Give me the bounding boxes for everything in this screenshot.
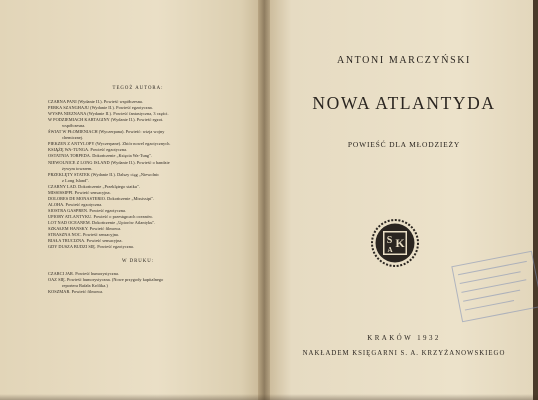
book-title: NOWA ATLANTYDA — [312, 93, 496, 113]
book-list-item: SIOSTRA GASPREN. Powieść egzotyczna. — [48, 207, 127, 213]
book-list-item: reportera Rafała Królika.) — [62, 283, 108, 289]
svg-text:S: S — [386, 235, 393, 246]
book-list-item: CZARNA PANI (Wydanie II.). Powieść współczesna. — [48, 99, 144, 105]
book-list-item: współczesna. — [62, 123, 86, 129]
publisher-line: NAKŁADEM KSIĘGARNI S. A. KRZYŻANOWSKIEGO — [302, 350, 506, 357]
svg-text:K: K — [395, 236, 405, 250]
book-list-item: z Long Island". — [62, 177, 90, 183]
book-list-item: chemicznej. — [62, 135, 84, 141]
book-list-item: PIEKZEN Z ANTYLOPY (Wyczerpane). Zbiór nowel egzotycznych. — [48, 141, 171, 147]
book-list-item: PRZEKLĘTY STATEK (Wydanie II.). Dalszy ciąg „Niewolnic — [48, 171, 160, 177]
book-list-item: ALOHA. Powieść egzotyczna. — [48, 201, 103, 207]
book-list-item: BIAŁA TRUCIZNA. Powieść sensacyjna. — [48, 238, 123, 244]
book-list-item: KSIĄŻĘ WA-TUNGA. Powieść egzotyczna. — [48, 147, 128, 153]
book-list-item: CZARNY LAD. Dokończenie „Przeklętego statku". — [48, 183, 140, 189]
book-list-item: DOLORES DE MONASTERIO. Dokończenie „Mississipi". — [48, 195, 155, 201]
book-list-item: UPIORY ATLANTYKU. Powieść o przestępcach oceanów. — [48, 213, 153, 219]
place-and-year: KRAKÓW 1932 — [367, 334, 441, 342]
book-list-item: CZARCI JAR. Powieść humorystyczna. — [48, 271, 120, 277]
book-list-item: STRASZNA NOC. Powieść sensacyjna. — [48, 232, 119, 238]
book-subtitle: POWIEŚĆ DLA MŁODZIEŻY — [347, 140, 461, 149]
book-list-item: MISSISSIPPI. Powieść sensacyjna. — [48, 189, 111, 195]
other-works-entries — [48, 99, 228, 250]
book-list-item: GDY DUSZA BUDZI SIĘ. Powieść egzotyczna. — [48, 244, 134, 250]
book-list-item: ŚWIAT W PŁOMIENIACH (Wyczerpana). Powieść: wizja wojny — [48, 129, 165, 135]
other-works-heading: TEGOŻ AUTORA: — [112, 86, 164, 91]
svg-text:A: A — [387, 246, 393, 254]
book-list-item: W PODZIEMIACH KARTAGINY (Wydanie II.). Powieść egzot. — [48, 117, 164, 123]
book-list-item: PERKA SZANGHAJU (Wydanie II.). Powieść egzotyczna. — [48, 105, 153, 111]
book-list-item: żywym towarem. — [62, 165, 93, 171]
in-print-heading: W DRUKU: — [121, 259, 155, 265]
book-list-item: OSTATNIA TORPEDA. Dokończenie „Księcia Wa-Tung". — [48, 153, 153, 159]
bottom-shadow — [0, 394, 538, 400]
publisher-logo — [370, 218, 420, 268]
book-list-item: WYSPA NIEZNANA (Wydanie II.). Powieść fantastyczna, 3 części. — [48, 111, 169, 117]
author-name: ANTONI MARCZYŃSKI — [337, 55, 471, 66]
book-list-item: SZKAŁEM HANSKY. Powieść filmowa. — [48, 226, 122, 232]
other-works-list — [48, 86, 228, 295]
in-print-entries — [48, 271, 228, 295]
book-list-item: KOSZMAR. Powieść filmowa. — [48, 289, 104, 295]
book-list-item: OAZ SIĘ. Powieść humorystyczna. (Nowe przygody kapitalnego — [48, 277, 164, 283]
book-list-item: NIEWOLNICE Z LONG ISLAND (Wydanie II.). Powieść o bandzie — [48, 159, 170, 165]
book-list-item: LOT NAD OCEANEM. Dokończenie „Upiorów Atlantyku". — [48, 219, 156, 225]
